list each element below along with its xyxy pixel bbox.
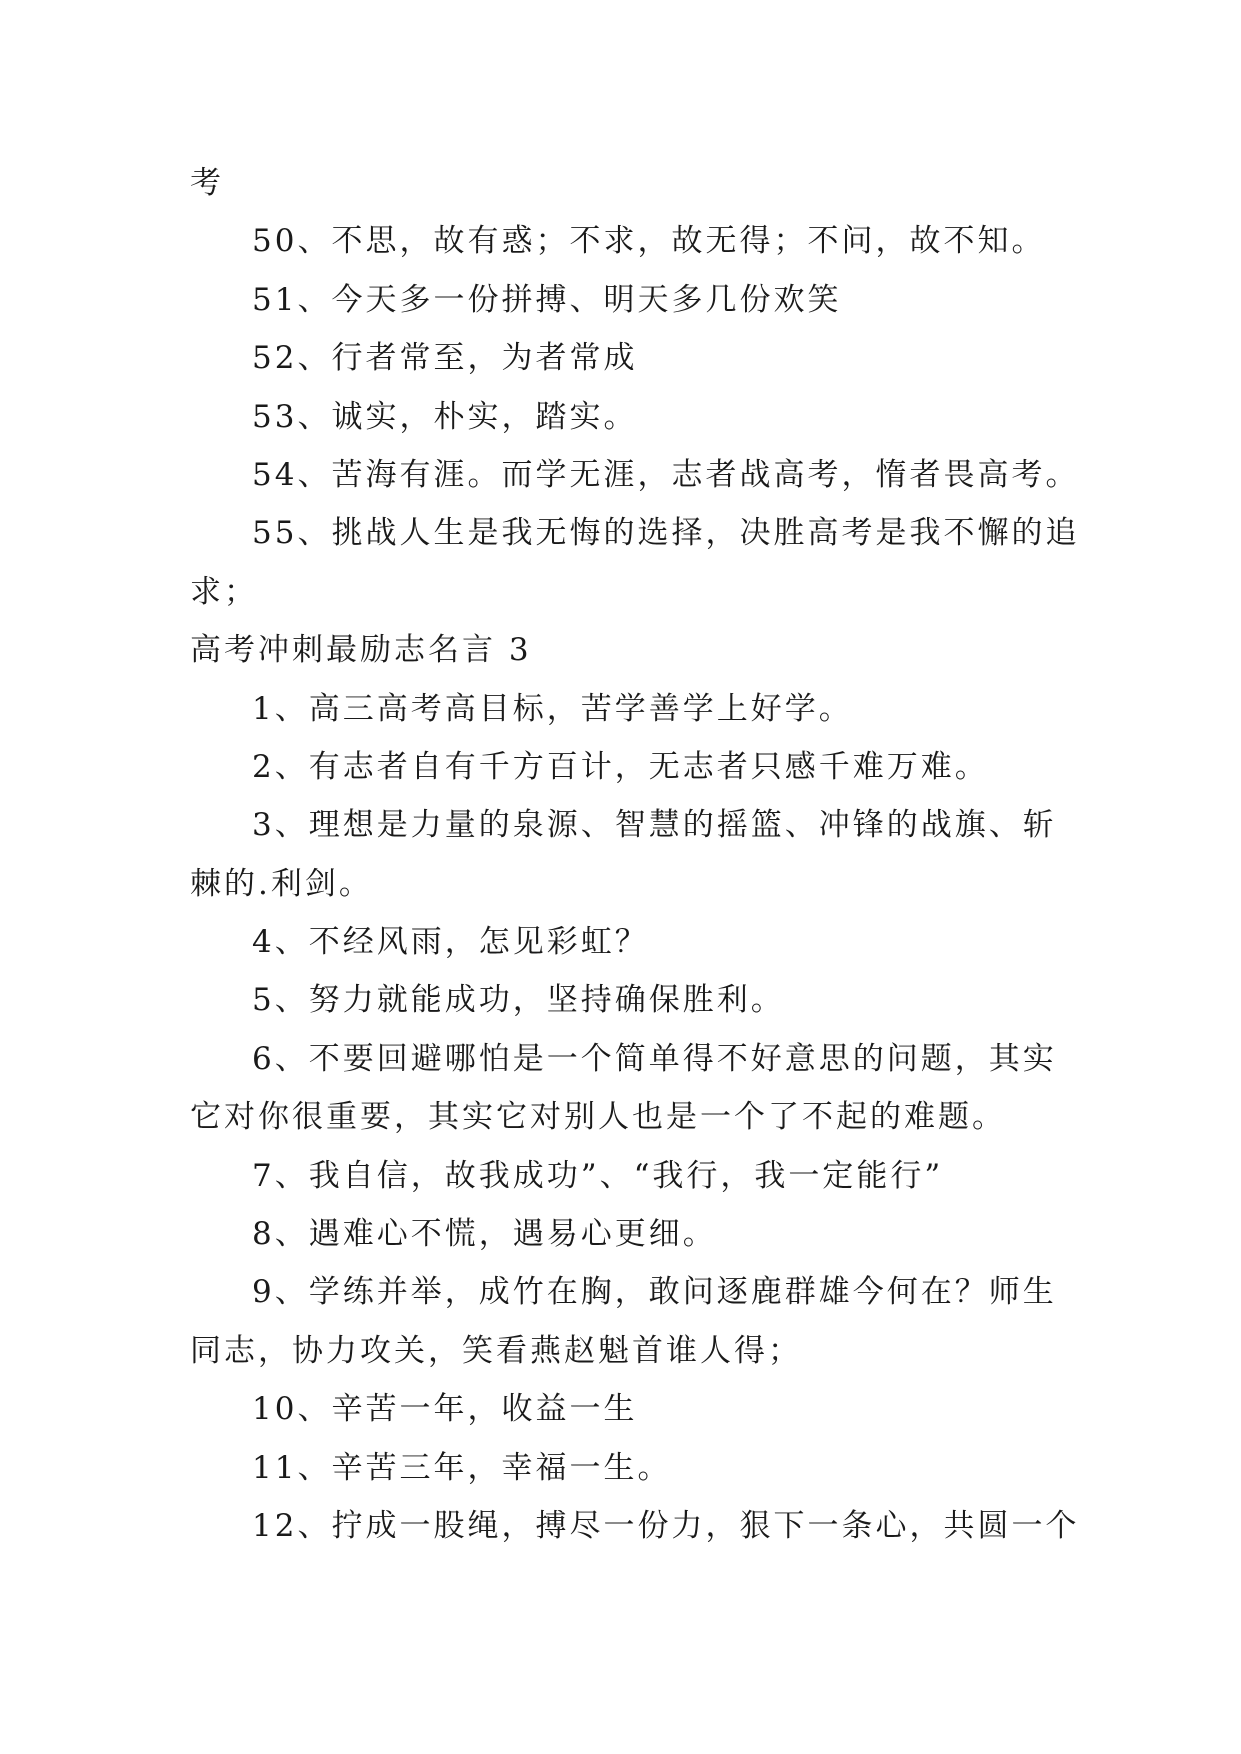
quote-line: 54、苦海有涯。而学无涯，志者战高考，惰者畏高考。 [252,456,1080,493]
quote-line: 50、不思，故有惑；不求，故无得；不问，故不知。 [252,223,1046,260]
section-heading: 高考冲刺最励志名言 3 [190,632,532,669]
quote-line: 51、今天多一份拼搏、明天多几份欢笑 [252,281,842,318]
text-line: 它对你很重要，其实它对别人也是一个了不起的难题。 [190,1099,1006,1136]
quote-line: 2、有志者自有千方百计，无志者只感千难万难。 [252,748,989,785]
text-line: 求； [190,573,258,610]
quote-line: 9、学练并举，成竹在胸，敢问逐鹿群雄今何在？师生 [252,1274,1057,1311]
quote-line: 8、遇难心不慌，遇易心更细。 [252,1216,717,1253]
quote-line: 52、行者常至，为者常成 [252,340,638,377]
quote-line: 55、挑战人生是我无悔的选择，决胜高考是我不懈的追 [252,515,1080,552]
document-body [190,154,1080,1555]
text-line: 同志，协力攻关，笑看燕赵魁首谁人得； [190,1332,802,1369]
quote-line: 1、高三高考高目标，苦学善学上好学。 [252,690,853,727]
quote-line: 10、辛苦一年，收益一生 [252,1391,638,1428]
quote-line: 5、努力就能成功，坚持确保胜利。 [252,982,785,1019]
quote-line: 6、不要回避哪怕是一个简单得不好意思的问题，其实 [252,1040,1057,1077]
quote-line: 12、拧成一股绳，搏尽一份力，狠下一条心，共圆一个 [252,1507,1080,1544]
quote-line: 53、诚实，朴实，踏实。 [252,398,638,435]
quote-line: 7、我自信，故我成功”、“我行，我一定能行” [252,1157,944,1194]
quote-line: 11、辛苦三年，幸福一生。 [252,1449,672,1486]
quote-line: 3、理想是力量的泉源、智慧的摇篮、冲锋的战旗、斩 [252,807,1057,844]
text-line: 棘的.利剑。 [190,865,373,902]
text-line: 考 [190,165,224,201]
quote-line: 4、不经风雨，怎见彩虹？ [252,924,649,961]
